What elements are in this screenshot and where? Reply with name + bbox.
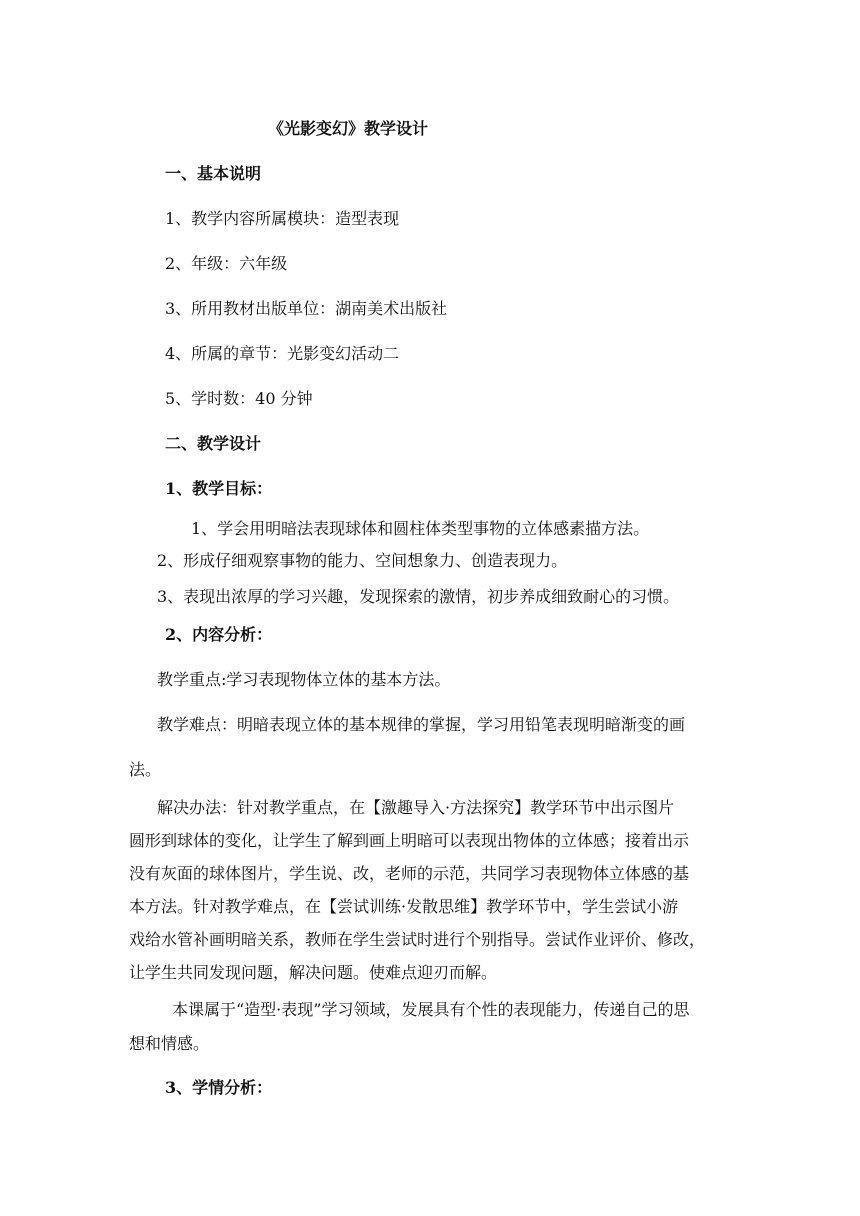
page-title: 《光影变幻》教学设计	[268, 119, 429, 138]
solution-line: 本方法。针对教学难点，在【尝试训练·发散思维】教学环节中，学生尝试小游	[129, 897, 679, 916]
solution-line: 圆形到球体的变化，让学生了解到画上明暗可以表现出物体的立体感；接着出示	[129, 831, 690, 850]
subheading-objectives: 1、教学目标：	[165, 479, 273, 498]
teaching-difficulty-line: 教学难点：明暗表现立体的基本规律的掌握，学习用铅笔表现明暗渐变的画	[157, 715, 686, 734]
basic-item: 1、教学内容所属模块：造型表现	[165, 209, 400, 228]
teaching-focus: 教学重点:学习表现物体立体的基本方法。	[157, 670, 451, 689]
objective-item: 1、学会用明暗法表现球体和圆柱体类型事物的立体感素描方法。	[191, 519, 650, 538]
section-heading-basic: 一、基本说明	[165, 164, 262, 183]
section-heading-design: 二、教学设计	[165, 434, 262, 453]
basic-item: 4、所属的章节：光影变幻活动二	[165, 344, 400, 363]
basic-item: 2、年级：六年级	[165, 254, 288, 273]
subheading-learner-analysis: 3、学情分析：	[165, 1078, 273, 1097]
domain-line: 想和情感。	[129, 1034, 210, 1053]
solution-line: 解决办法：针对教学重点，在【激趣导入·方法探究】教学环节中出示图片	[157, 798, 675, 817]
subheading-content-analysis: 2、内容分析：	[165, 625, 273, 644]
solution-line: 没有灰面的球体图片，学生说、改，老师的示范，共同学习表现物体立体感的基	[129, 864, 690, 883]
domain-line: 本课属于“造型·表现”学习领域，发展具有个性的表现能力，传递自己的思	[172, 1000, 690, 1019]
objective-item: 3、表现出浓厚的学习兴趣，发现探索的激情，初步养成细致耐心的习惯。	[157, 587, 680, 606]
basic-item: 5、学时数：40 分钟	[165, 389, 313, 408]
solution-line: 戏给水管补画明暗关系，教师在学生尝试时进行个别指导。尝试作业评价、修改，	[129, 930, 706, 949]
teaching-difficulty-line: 法。	[129, 760, 162, 779]
basic-item: 3、所用教材出版单位：湖南美术出版社	[165, 299, 448, 318]
objective-item: 2、形成仔细观察事物的能力、空间想象力、创造表现力。	[157, 551, 568, 570]
solution-line: 让学生共同发现问题，解决问题。使难点迎刃而解。	[129, 963, 498, 982]
